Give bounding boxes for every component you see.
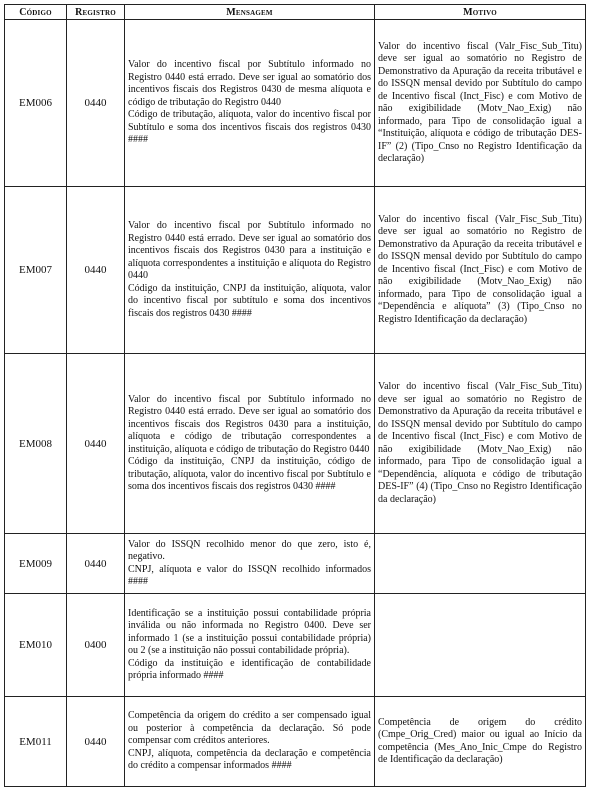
mensagem-detail: Código da instituição, CNPJ da instituição, código de tributação, alíquota, valor do incentivo fiscal por Subtítulo e soma dos incentivos fiscais dos registros 0430 ####	[128, 456, 371, 492]
mensagem-detail: Código da instituição e identificação de contabilidade própria informado ####	[128, 657, 371, 681]
row-code: EM010	[5, 594, 67, 697]
row-motivo	[375, 594, 586, 697]
table-row	[5, 20, 586, 187]
header-mensagem: Mensagem	[125, 5, 375, 20]
row-code: EM011	[5, 697, 67, 787]
document-page	[4, 4, 585, 787]
table-row	[5, 534, 586, 594]
mensagem-text: Identificação se a instituição possui contabilidade própria inválida ou não informada no Registro 0400. Deve ser informado 1 (se a instituição possui contabilidade própria) ou 2 (se a instituição não possui contabilidade própria).	[128, 607, 371, 656]
table-header-row	[5, 5, 586, 20]
row-registro: 0440	[67, 697, 125, 787]
row-motivo	[375, 534, 586, 594]
row-registro: 0440	[67, 534, 125, 594]
row-registro: 0440	[67, 20, 125, 187]
row-registro: 0440	[67, 187, 125, 354]
row-motivo: Competência de origem do crédito (Cmpe_Orig_Cred) maior ou igual ao Início da competência (Mes_Ano_Inic_Cmpe do Registro de Identificação da declaração)	[375, 697, 586, 787]
row-code: EM006	[5, 20, 67, 187]
table-row	[5, 697, 586, 787]
row-mensagem	[125, 354, 375, 534]
mensagem-text: Valor do ISSQN recolhido menor do que zero, isto é, negativo.	[128, 538, 371, 562]
header-motivo: Motivo	[375, 5, 586, 20]
row-mensagem	[125, 534, 375, 594]
table-row	[5, 187, 586, 354]
mensagem-text: Valor do incentivo fiscal por Subtítulo informado no Registro 0440 está errado. Deve ser igual ao somatório dos incentivos fiscais dos Registros 0430 para a instituição e alíquota correspondentes a instituição e alíquota do Registro 0440	[128, 220, 371, 281]
row-code: EM008	[5, 354, 67, 534]
mensagem-detail: Código de tributação, alíquota, valor do incentivo fiscal por Subtítulo e soma dos incentivos fiscais dos registros 0430 ####	[128, 109, 371, 146]
row-mensagem	[125, 187, 375, 354]
header-codigo: Código	[5, 5, 67, 20]
row-mensagem	[125, 697, 375, 787]
mensagem-detail: Código da instituição, CNPJ da instituição, alíquota, valor do incentivo fiscal por subtítulo e soma dos incentivos fiscais dos registros 0430 ####	[128, 282, 371, 319]
row-registro: 0440	[67, 354, 125, 534]
row-code: EM009	[5, 534, 67, 594]
row-motivo: Valor do incentivo fiscal (Valr_Fisc_Sub_Titu) deve ser igual ao somatório no Registro de Demonstrativo da Apuração da receita tributável e do ISSQN mensal devido por Subtítulo do campo de Incentivo fiscal (Inct_Fisc) e com Motivo de não exigibilidade (Motv_Nao_Exig) não informado, para Tipo de consolidação igual a “Dependência e alíquota” (3) (Tipo_Cnso no Registro Identificação da declaração)	[375, 187, 586, 354]
mensagem-detail: CNPJ, alíquota, competência da declaração e competência do crédito a compensar informados ####	[128, 747, 371, 772]
row-motivo: Valor do incentivo fiscal (Valr_Fisc_Sub_Titu) deve ser igual ao somatório no Registro de Demonstrativo da Apuração da receita tributável e do ISSQN mensal devido por Subtítulo do campo de Incentivo fiscal (Inct_Fisc) e com Motivo de não exigibilidade (Motv_Nao_Exig) não informado, para Tipo de consolidação igual a “Dependência, alíquota e código de tributação DES-IF” (4) (Tipo_Cnso no Registro Identificação da declaração)	[375, 354, 586, 534]
row-code: EM007	[5, 187, 67, 354]
row-mensagem	[125, 20, 375, 187]
mensagem-text: Valor do incentivo fiscal por Subtítulo informado no Registro 0440 está errado. Deve ser igual ao somatório dos incentivos fiscais dos Registros 0430 de mesma alíquota e código de tributação do Registro 0440	[128, 59, 371, 108]
mensagem-text: Valor do incentivo fiscal por Subtítulo informado no Registro 0440 está errado. Deve ser igual ao somatório dos incentivos fiscais dos Registros 0430 para a instituição, alíquota e código de tributação correspondentes a instituição, alíquota e código de tributação do Registro 0440	[128, 393, 371, 455]
mensagem-text: Competência da origem do crédito a ser compensado igual ou posterior à competência da declaração. Só pode compensar com créditos anteriores.	[128, 710, 371, 747]
table-row	[5, 354, 586, 534]
error-codes-table	[4, 4, 586, 787]
row-mensagem	[125, 594, 375, 697]
mensagem-detail: CNPJ, alíquota e valor do ISSQN recolhido informados ####	[128, 563, 371, 587]
row-registro: 0400	[67, 594, 125, 697]
row-motivo: Valor do incentivo fiscal (Valr_Fisc_Sub_Titu) deve ser igual ao somatório no Registro de Demonstrativo da Apuração da receita tributável e do ISSQN mensal devido por Subtítulo do campo de Incentivo fiscal (Inct_Fisc) e com Motivo de não exigibilidade (Motv_Nao_Exig) não informado, para Tipo de consolidação igual a “Instituição, alíquota e código de tributação DES-IF” (2) (Tipo_Cnso no Registro Identificação da declaração)	[375, 20, 586, 187]
header-registro: Registro	[67, 5, 125, 20]
table-row	[5, 594, 586, 697]
